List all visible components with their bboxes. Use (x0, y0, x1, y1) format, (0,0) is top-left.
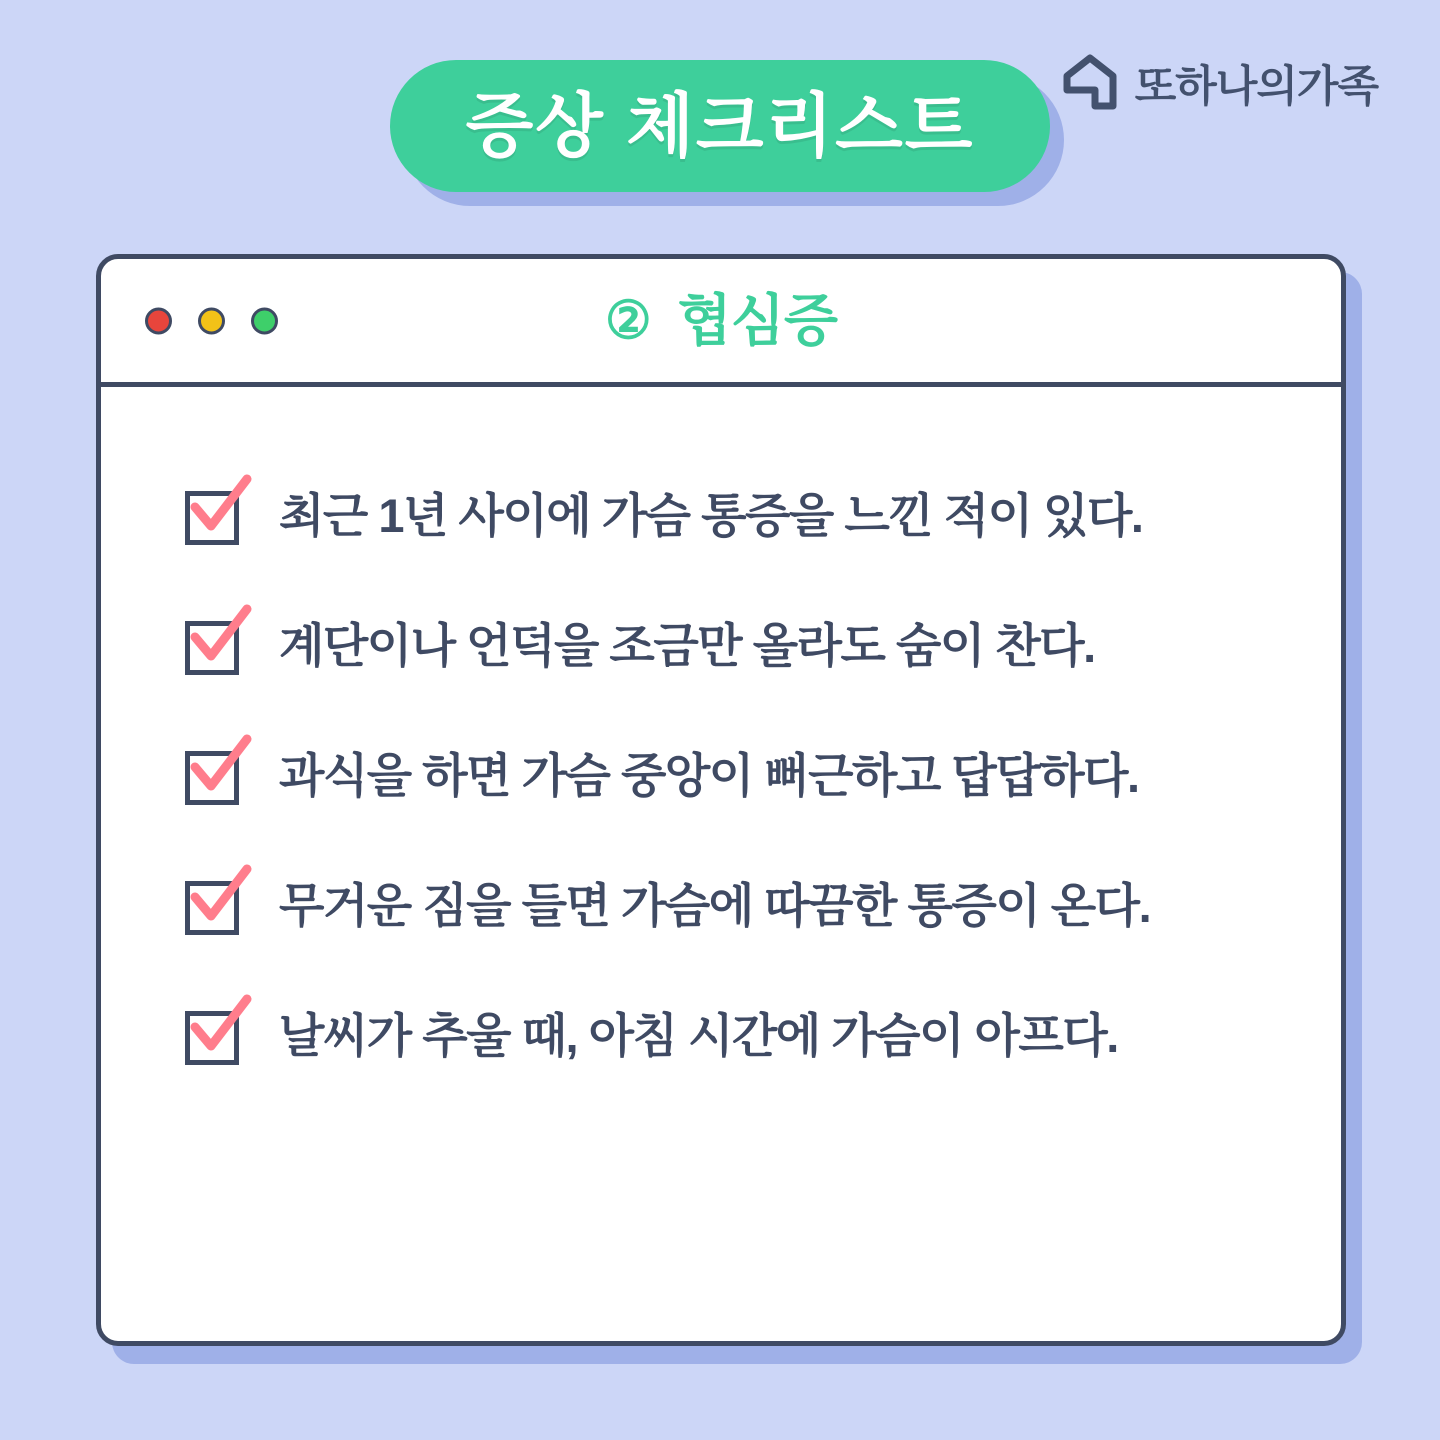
list-item-label: 계단이나 언덕을 조금만 올라도 숨이 찬다. (279, 618, 1095, 672)
list-item-label: 무거운 짐을 들면 가슴에 따끔한 통증이 온다. (279, 878, 1151, 932)
checkbox-checked-icon[interactable] (185, 747, 243, 805)
list-item[interactable] (101, 617, 1341, 675)
page-title: 증상 체크리스트 (465, 87, 975, 165)
checkbox-checked-icon[interactable] (185, 877, 243, 935)
window-title-group (101, 259, 1341, 382)
window-titlebar (101, 259, 1341, 387)
checkbox-checked-icon[interactable] (185, 617, 243, 675)
list-item[interactable] (101, 877, 1341, 935)
page-header (0, 0, 1440, 240)
window-title-number: ② (605, 291, 652, 350)
list-item-label: 날씨가 추울 때, 아침 시간에 가슴이 아프다. (279, 1008, 1118, 1062)
checkbox-checked-icon[interactable] (185, 1007, 243, 1065)
checklist-window (96, 254, 1346, 1346)
brand-name: 또하나의가족 (1134, 62, 1378, 111)
checkbox-checked-icon[interactable] (185, 487, 243, 545)
list-item-label: 최근 1년 사이에 가슴 통증을 느낀 적이 있다. (279, 488, 1143, 542)
brand-logo (1059, 52, 1378, 114)
list-item[interactable] (101, 487, 1341, 545)
house-icon (1059, 52, 1121, 114)
list-item[interactable] (101, 1007, 1341, 1065)
list-item-label: 과식을 하면 가슴 중앙이 뻐근하고 답답하다. (279, 748, 1139, 802)
window-title: 협심증 (677, 288, 837, 352)
checklist (101, 387, 1341, 1065)
list-item[interactable] (101, 747, 1341, 805)
page-title-pill (390, 60, 1050, 192)
